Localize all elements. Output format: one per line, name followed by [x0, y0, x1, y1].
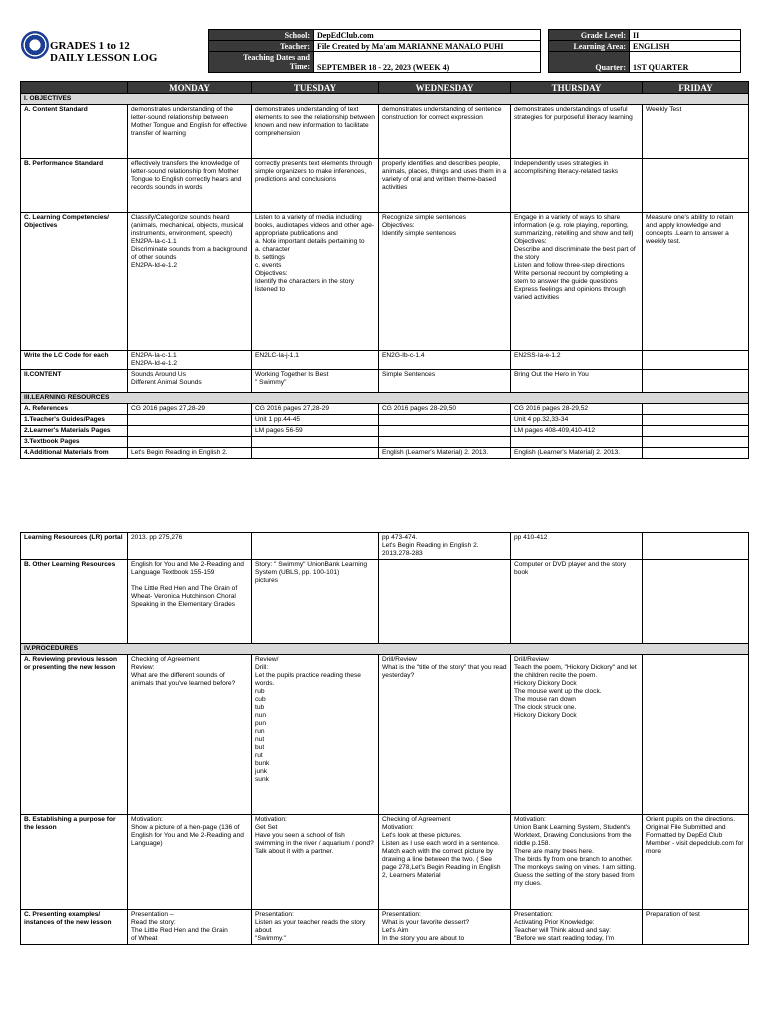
table-row: [21, 533, 749, 560]
row-label: A. References: [21, 404, 128, 415]
row-label: Write the LC Code for each: [21, 351, 128, 370]
document-title: [50, 40, 157, 64]
info-table-left: [208, 29, 541, 73]
cell-thursday: Engage in a variety of ways to share information (e.g. role playing, reporting, summarizing, retelling and show and tell) Objectives: Describe and discriminate the best part of the story Listen and follow three-step directions Write personal recount by completing a stem to answer the guide questions Express feelings and opinions through varied activities: [511, 213, 643, 351]
info-table-right: [548, 29, 741, 73]
cell-wednesday: pp 473-474. Let's Begin Reading in English 2. 2013.278-283: [379, 533, 511, 560]
dates-label-line-1: Teaching Dates and: [243, 53, 310, 62]
section-row: [21, 393, 749, 404]
day-header-tuesday: TUESDAY: [252, 82, 379, 94]
cell-friday: Measure one's ability to retain and apply knowledge and concepts .Learn to answer a weekly test.: [643, 213, 749, 351]
cell-tuesday: [252, 437, 379, 448]
section-heading: IV.PROCEDURES: [21, 644, 749, 655]
cell-wednesday: [379, 426, 511, 437]
row-label: 4.Additional Materials from: [21, 448, 128, 459]
section-heading: III.LEARNING RESOURCES: [21, 393, 749, 404]
cell-monday: Presentation – Read the story: The Little Red Hen and the Grain of Wheat: [128, 910, 252, 945]
area-label: Learning Area:: [549, 41, 630, 52]
cell-tuesday: Motivation: Get Set Have you seen a school of fish swimming in the river / aquarium / pond? Talk about it with a partner.: [252, 815, 379, 910]
cell-friday: [643, 370, 749, 393]
cell-friday: [643, 404, 749, 415]
quarter-value: 1ST QUARTER: [630, 52, 741, 73]
cell-thursday: CG 2016 pages 28-29,52: [511, 404, 643, 415]
cell-thursday: LM pages 408-409,410-412: [511, 426, 643, 437]
cell-monday: Motivation: Show a picture of a hen-page (136 of English for You and Me 2-Reading and Language): [128, 815, 252, 910]
row-label: C. Presenting examples/ instances of the new lesson: [21, 910, 128, 945]
cell-friday: [643, 560, 749, 644]
cell-wednesday: Drill/Review What is the "title of the story" that you read yesterday?: [379, 655, 511, 815]
cell-monday: [128, 437, 252, 448]
title-line-1: GRADES 1 to 12: [50, 40, 130, 52]
row-label: B. Other Learning Resources: [21, 560, 128, 644]
row-label: II.CONTENT: [21, 370, 128, 393]
table-row: [21, 351, 749, 370]
cell-monday: EN2PA-Ia-c-1.1 EN2PA-Id-e-1.2: [128, 351, 252, 370]
section-row: [21, 644, 749, 655]
cell-tuesday: Review/ Drill: Let the pupils practice reading these words. rub cub tub nun pun run nut but rut bunk junk sunk: [252, 655, 379, 815]
table-row: [21, 655, 749, 815]
cell-friday: [643, 159, 749, 213]
section-heading: I. OBJECTIVES: [21, 94, 749, 105]
teacher-value: File Created by Ma'am MARIANNE MANALO PUHI: [314, 41, 541, 52]
cell-wednesday: demonstrates understanding of sentence construction for correct expression: [379, 105, 511, 159]
cell-friday: [643, 655, 749, 815]
area-value: ENGLISH: [630, 41, 741, 52]
dates-value: SEPTEMBER 18 - 22, 2023 (WEEK 4): [314, 52, 541, 73]
cell-wednesday: properly identifies and describes people, animals, places, things and uses them in a variety of oral and written theme-based activities: [379, 159, 511, 213]
cell-monday: demonstrates understanding of the letter-sound relationship between Mother Tongue and English for effective transfer of learning: [128, 105, 252, 159]
cell-friday: Orient pupils on the directions. Original File Submitted and Formatted by DepEd Club Member - visit depedclub.com for more: [643, 815, 749, 910]
cell-tuesday: CG 2016 pages 27,28-29: [252, 404, 379, 415]
cell-thursday: Bring Out the Hero in You: [511, 370, 643, 393]
cell-friday: [643, 448, 749, 459]
table-row: [21, 370, 749, 393]
row-label: A. Content Standard: [21, 105, 128, 159]
cell-thursday: Presentation: Activating Prior Knowledge: Teacher will Think aloud and say: "Before we start reading today, I'm: [511, 910, 643, 945]
day-header-monday: MONDAY: [128, 82, 252, 94]
day-header-thursday: THURSDAY: [511, 82, 643, 94]
cell-tuesday: Working Together Is Best " Swimmy": [252, 370, 379, 393]
cell-monday: Classify/Categorize sounds heard (animals, mechanical, objects, musical instruments, environment, speech) EN2PA-Ia-c-1.1 Discriminate sounds from a background of other sounds EN2PA-Id-e-1.2: [128, 213, 252, 351]
cell-tuesday: LM pages 56-59: [252, 426, 379, 437]
cell-thursday: EN2SS-Ia-e-1.2: [511, 351, 643, 370]
cell-wednesday: Recognize simple sentences Objectives: Identify simple sentences: [379, 213, 511, 351]
cell-thursday: [511, 437, 643, 448]
deped-seal-icon: [21, 31, 49, 59]
cell-wednesday: [379, 437, 511, 448]
table-row: [21, 426, 749, 437]
quarter-label: Quarter:: [549, 52, 630, 73]
cell-thursday: demonstrates understandings of useful strategies for purposeful literacy learning: [511, 105, 643, 159]
header-corner: [21, 82, 128, 94]
lesson-log-table-part-1: [20, 81, 749, 459]
cell-thursday: Drill/Review Teach the poem, "Hickory Dickory" and let the children recite the poem. Hickory Dickory Dock The mouse went up the clock. The mouse ran down The clock struck one. Hickory Dickory Dock: [511, 655, 643, 815]
table-row: [21, 448, 749, 459]
cell-tuesday: Listen to a variety of media including books, audiotapes videos and other age-appropriate publications and a. Note important details pertaining to a. character b. settings c. events Objectives: Identify the characters in the story listened to: [252, 213, 379, 351]
cell-thursday: English (Learner's Material) 2. 2013.: [511, 448, 643, 459]
cell-friday: [643, 426, 749, 437]
cell-tuesday: [252, 533, 379, 560]
cell-monday: CG 2016 pages 27,28-29: [128, 404, 252, 415]
cell-tuesday: Story: " Swimmy" UnionBank Learning System (UBLS, pp. 100-101) pictures: [252, 560, 379, 644]
row-label: 1.Teacher's Guides/Pages: [21, 415, 128, 426]
table-row: [21, 415, 749, 426]
lesson-log-table-part-2: [20, 532, 749, 945]
cell-wednesday: EN2G-Ib-c-1.4: [379, 351, 511, 370]
cell-thursday: Computer or DVD player and the story book: [511, 560, 643, 644]
section-row: [21, 94, 749, 105]
cell-thursday: Unit 4 pp.32,33-34: [511, 415, 643, 426]
row-label: 3.Textbook Pages: [21, 437, 128, 448]
dates-label-line-2: Time:: [289, 62, 310, 71]
cell-monday: effectively transfers the knowledge of letter-sound relationship from Mother Tongue to English correctly hears and records sounds in words: [128, 159, 252, 213]
cell-tuesday: Presentation: Listen as your teacher reads the story about "Swimmy.": [252, 910, 379, 945]
cell-tuesday: correctly presents text elements through simple organizers to make inferences, predictions and conclusions: [252, 159, 379, 213]
table-row: [21, 159, 749, 213]
cell-tuesday: [252, 448, 379, 459]
table-row: [21, 910, 749, 945]
cell-friday: [643, 415, 749, 426]
cell-wednesday: English (Learner's Material) 2. 2013.: [379, 448, 511, 459]
row-label: Learning Resources (LR) portal: [21, 533, 128, 560]
cell-tuesday: Unit 1 pp.44-45: [252, 415, 379, 426]
row-label: C. Learning Competencies/ Objectives: [21, 213, 128, 351]
cell-friday: Preparation of test: [643, 910, 749, 945]
cell-friday: [643, 351, 749, 370]
cell-wednesday: Simple Sentences: [379, 370, 511, 393]
cell-friday: [643, 533, 749, 560]
grade-label: Grade Level:: [549, 30, 630, 41]
cell-wednesday: CG 2016 pages 28-29,50: [379, 404, 511, 415]
cell-thursday: Independently uses strategies in accomplishing literacy-related tasks: [511, 159, 643, 213]
row-label: 2.Learner's Materials Pages: [21, 426, 128, 437]
cell-monday: Let's Begin Reading in English 2.: [128, 448, 252, 459]
cell-thursday: pp 410-412: [511, 533, 643, 560]
cell-monday: English for You and Me 2-Reading and Language Textbook 155-159 The Little Red Hen and The Grain of Wheat- Veronica Hutchinson Choral Speaking in the Elementary Grades: [128, 560, 252, 644]
cell-monday: [128, 426, 252, 437]
table-row: [21, 437, 749, 448]
cell-thursday: Motivation: Union Bank Learning System, Student's Worktext, Drawing Conclusions from the riddle p.158. There are many trees here. The birds fly from one branch to another. The monkeys swing on vines. I am sitting. Guess the setting of the story based from my clues.: [511, 815, 643, 910]
cell-monday: [128, 415, 252, 426]
row-label: B. Performance Standard: [21, 159, 128, 213]
cell-tuesday: EN2LC-Ia-j-1.1: [252, 351, 379, 370]
header: [20, 29, 748, 73]
table-row: [21, 105, 749, 159]
cell-monday: Checking of Agreement Review: What are the different sounds of animals that you've learned before?: [128, 655, 252, 815]
title-line-2: DAILY LESSON LOG: [50, 52, 158, 64]
table-row: [21, 404, 749, 415]
table-row: [21, 213, 749, 351]
school-label: School:: [209, 30, 314, 41]
table-row: [21, 815, 749, 910]
day-header-friday: FRIDAY: [643, 82, 749, 94]
cell-monday: Sounds Around Us Different Animal Sounds: [128, 370, 252, 393]
school-value: DepEdClub.com: [314, 30, 541, 41]
row-label: A. Reviewing previous lesson or presenting the new lesson: [21, 655, 128, 815]
day-header-wednesday: WEDNESDAY: [379, 82, 511, 94]
cell-wednesday: Checking of Agreement Motivation: Let's look at these pictures. Listen as I use each word in a sentence. Match each with the correct picture by drawing a line between the two. ( See page 278,Let's Begin Reading in English 2, Learners Material: [379, 815, 511, 910]
table-row: [21, 560, 749, 644]
cell-wednesday: [379, 415, 511, 426]
cell-friday: [643, 437, 749, 448]
row-label: B. Establishing a purpose for the lesson: [21, 815, 128, 910]
cell-monday: 2013. pp 275,276: [128, 533, 252, 560]
cell-wednesday: Presentation: What is your favorite dessert? Let's Aim In the story you are about to: [379, 910, 511, 945]
dates-label: [209, 52, 314, 73]
cell-wednesday: [379, 560, 511, 644]
cell-tuesday: demonstrates understanding of text elements to see the relationship between known and new information to facilitate comprehension: [252, 105, 379, 159]
teacher-label: Teacher:: [209, 41, 314, 52]
cell-friday: Weekly Test: [643, 105, 749, 159]
grade-value: II: [630, 30, 741, 41]
